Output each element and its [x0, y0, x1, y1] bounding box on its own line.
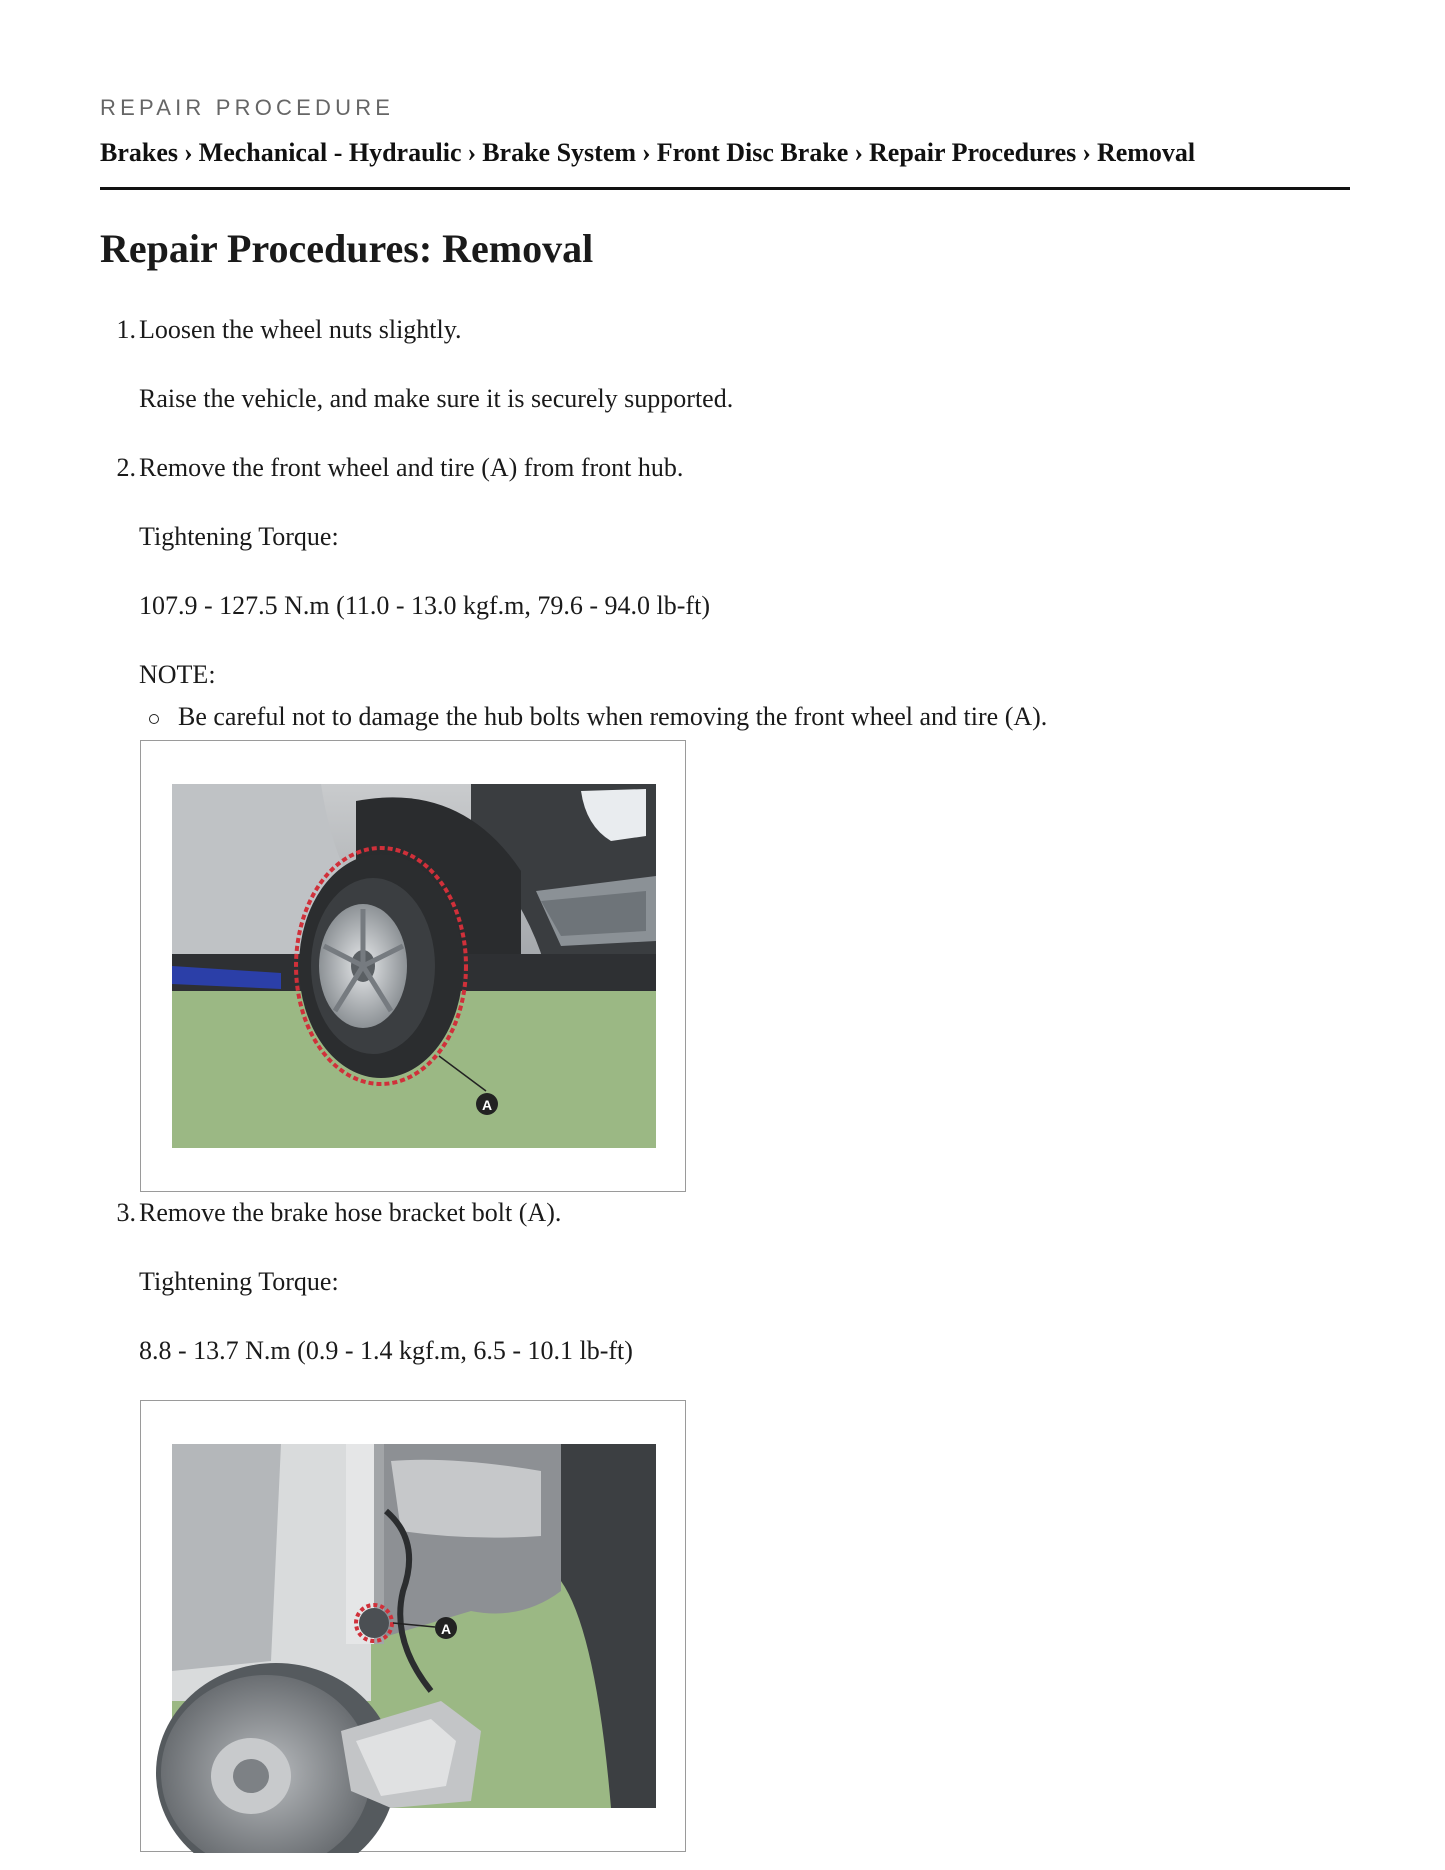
figure-brake-hose-bracket [140, 1400, 686, 1852]
bullet-circle-icon [149, 714, 159, 724]
page-title: Repair Procedures: Removal [100, 226, 594, 271]
brake-hose-illustration [141, 1401, 687, 1853]
step-3-number: 3. [116, 1198, 136, 1227]
callout-label-a: A [440, 1621, 452, 1637]
bracket-bolt [359, 1608, 389, 1638]
breadcrumb-separator: › [642, 138, 651, 167]
wheel-and-tire [296, 848, 466, 1084]
breadcrumb-front-disc-brake[interactable]: Front Disc Brake [656, 138, 849, 167]
step-1-extra-text: Raise the vehicle, and make sure it is securely supported. [139, 384, 734, 413]
figure-front-wheel-tire [140, 740, 686, 1192]
step-2-text: Remove the front wheel and tire (A) from front hub. [139, 453, 684, 482]
step-2-torque-label: Tightening Torque: [139, 522, 339, 551]
wheel-tire-illustration [141, 741, 687, 1193]
breadcrumb-brake-system[interactable]: Brake System [482, 138, 637, 167]
breadcrumb-separator: › [184, 138, 193, 167]
step-3-torque-label: Tightening Torque: [139, 1267, 339, 1296]
breadcrumb-separator: › [854, 138, 863, 167]
breadcrumb-repair-procedures[interactable]: Repair Procedures [869, 138, 1077, 167]
step-1-text: Loosen the wheel nuts slightly. [139, 315, 462, 344]
step-3-text: Remove the brake hose bracket bolt (A). [139, 1198, 562, 1227]
breadcrumb-mechanical-hydraulic[interactable]: Mechanical - Hydraulic [198, 138, 462, 167]
step-3-torque-value: 8.8 - 13.7 N.m (0.9 - 1.4 kgf.m, 6.5 - 10.1 lb-ft) [139, 1336, 633, 1365]
section-kicker: REPAIR PROCEDURE [100, 95, 395, 120]
breadcrumb-current-removal: Removal [1096, 138, 1196, 167]
step-2-note-label: NOTE: [139, 660, 216, 689]
step-2-note-item: Be careful not to damage the hub bolts when removing the front wheel and tire (A). [178, 702, 1048, 731]
callout-label-a: A [481, 1097, 493, 1113]
header-divider [100, 187, 1350, 190]
breadcrumb-brakes[interactable]: Brakes [100, 138, 178, 167]
step-1-number: 1. [116, 315, 136, 344]
breadcrumb [100, 138, 1350, 168]
breadcrumb-separator: › [467, 138, 477, 167]
breadcrumb-separator: › [1082, 138, 1091, 167]
step-2-torque-value: 107.9 - 127.5 N.m (11.0 - 13.0 kgf.m, 79.6 - 94.0 lb-ft) [139, 591, 710, 620]
step-2-number: 2. [116, 453, 136, 482]
